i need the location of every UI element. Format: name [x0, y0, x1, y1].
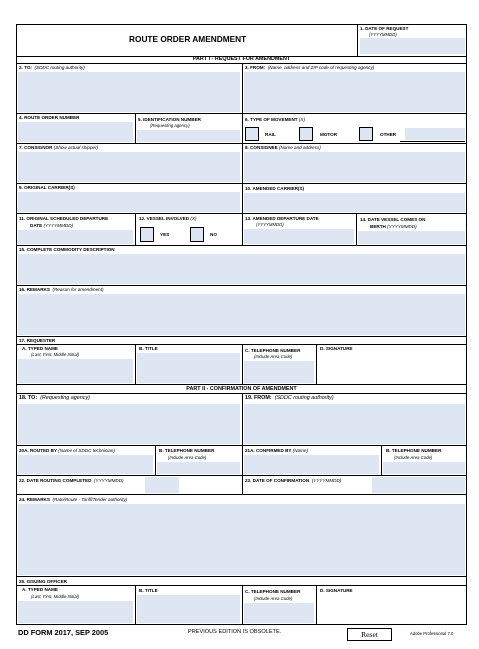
original-carriers-field[interactable]: [18, 192, 240, 212]
vessel-berth-label: 14. DATE VESSEL COMES ON: [360, 217, 426, 222]
from-authority-field[interactable]: [244, 404, 465, 444]
confirmed-by-label: 21A. CONFIRMED BY (Name): [245, 448, 308, 453]
requester-signature-label: D. SIGNATURE: [320, 346, 353, 351]
rate-remarks-label: 24. REMARKS (Rate/Route - Tariff/Tender authority): [19, 497, 128, 502]
motor-label: MOTOR: [320, 132, 338, 137]
route-order-number-field[interactable]: [18, 122, 133, 142]
requester-label: 17. REQUESTER: [19, 338, 56, 343]
identification-number-label: 5. IDENTIFICATION NUMBER: [138, 117, 201, 122]
routed-by-field[interactable]: [18, 455, 153, 474]
requester-typed-name-field[interactable]: [18, 359, 133, 383]
requester-phone-label: C. TELEPHONE NUMBER: [245, 348, 301, 353]
officer-typed-name-label: A. TYPED NAME: [22, 587, 58, 592]
date-of-request-field[interactable]: [360, 38, 465, 54]
requester-phone-field[interactable]: [244, 361, 314, 383]
requester-title-label: B. TITLE: [139, 346, 158, 351]
part1-header: PART I - REQUEST FOR AMENDMENT: [192, 56, 291, 62]
from-field[interactable]: [244, 72, 465, 112]
officer-phone-field[interactable]: [244, 603, 314, 623]
date-routing-completed-field[interactable]: [145, 477, 179, 493]
remarks-label: 16. REMARKS (Reason for amendment): [19, 287, 104, 292]
vessel-berth-label-line2: BERTH (YYYYMMDD): [370, 224, 417, 229]
amended-departure-label: 13. AMENDED DEPARTURE DATE: [245, 216, 319, 221]
requester-typed-name-label: A. TYPED NAME: [22, 346, 58, 351]
amended-departure-sub: (YYYYMMDD): [256, 222, 284, 227]
consignor-label: 7. CONSIGNOR (Show actual shipper): [19, 145, 99, 150]
part2-header: PART II - CONFIRMATION OF AMENDMENT: [186, 386, 297, 392]
vessel-berth-field[interactable]: [358, 231, 465, 244]
amended-carriers-field[interactable]: [244, 193, 465, 212]
other-label: OTHER: [380, 132, 397, 137]
vessel-involved-label: 12. VESSEL INVOLVED (X): [139, 216, 197, 221]
to-label: 2. TO: (SDDC routing authority): [19, 65, 85, 70]
route-order-number-label: 4. ROUTE ORDER NUMBER: [19, 115, 80, 120]
form-title: ROUTE ORDER AMENDMENT: [129, 34, 247, 44]
rail-label: RAIL: [265, 132, 276, 137]
routed-by-phone-sub: (Include Area Code): [168, 455, 207, 460]
routed-by-phone-label: B. TELEPHONE NUMBER: [159, 448, 215, 453]
officer-title-label: B. TITLE: [139, 588, 158, 593]
remarks-field[interactable]: [18, 294, 465, 335]
reset-button[interactable]: Reset: [347, 628, 392, 641]
vessel-yes-checkbox[interactable]: [140, 227, 154, 242]
commodity-description-label: 15. COMPLETE COMMODITY DESCRIPTION: [19, 247, 115, 252]
officer-phone-label: C. TELEPHONE NUMBER: [245, 589, 301, 594]
original-departure-label: 11. ORIGINAL SCHEDULED DEPARTURE: [19, 216, 109, 221]
confirmed-by-phone-sub: (Include Area Code): [394, 455, 433, 460]
amended-departure-field[interactable]: [244, 229, 354, 244]
confirmed-by-phone-field[interactable]: [383, 462, 465, 474]
requester-typed-name-sub: (Last, First, Middle Initial): [31, 352, 79, 357]
confirmed-by-field[interactable]: [244, 455, 379, 474]
officer-typed-name-field[interactable]: [18, 601, 133, 623]
routed-by-label: 20A. ROUTED BY (Name of SDDC technician): [19, 448, 115, 453]
requester-title-field[interactable]: [137, 353, 240, 383]
officer-phone-sub: (Include Area Code): [254, 596, 293, 601]
consignee-label: 8. CONSIGNEE (Name and address): [245, 145, 321, 150]
type-of-movement-label: 6. TYPE OF MOVEMENT (X): [245, 117, 305, 122]
identification-number-field[interactable]: [137, 130, 240, 142]
original-departure-field[interactable]: [18, 230, 133, 244]
from-label: 3. FROM: (Name, address and ZIP code of requesting agency): [245, 65, 375, 70]
rail-checkbox[interactable]: [245, 127, 259, 141]
officer-title-field[interactable]: [137, 595, 240, 623]
form-id: DD FORM 2017, SEP 2005: [18, 628, 109, 637]
other-checkbox[interactable]: [359, 127, 373, 141]
previous-edition-note: PREVIOUS EDITION IS OBSOLETE.: [188, 629, 282, 635]
consignor-field[interactable]: [18, 152, 240, 182]
date-of-request-label: 1. DATE OF REQUEST: [360, 26, 409, 31]
vessel-no-label: NO: [210, 232, 217, 237]
from-authority-label: 19. FROM: (SDDC routing authority): [245, 395, 334, 401]
date-routing-completed-label: 22. DATE ROUTING COMPLETED (YYYYMMDD): [19, 478, 124, 483]
to-agency-field[interactable]: [18, 404, 240, 444]
to-field[interactable]: [18, 72, 240, 112]
to-agency-label: 18. TO: (Requesting agency): [19, 395, 90, 401]
vessel-yes-label: YES: [160, 232, 170, 237]
date-of-request-sub: (YYYYMMDD): [369, 32, 397, 37]
identification-number-sub: (Requesting agency): [150, 123, 190, 128]
requester-phone-sub: (Include Area Code): [254, 354, 293, 359]
date-of-confirmation-field[interactable]: [372, 477, 465, 493]
officer-typed-name-sub: (Last, First, Middle Initial): [31, 594, 79, 599]
date-of-confirmation-label: 23. DATE OF CONFIRMATION (YYYYMMDD): [245, 478, 342, 483]
rate-remarks-field[interactable]: [18, 504, 465, 575]
issuing-officer-label: 25. ISSUING OFFICER: [19, 579, 67, 584]
officer-signature-label: D. SIGNATURE: [320, 588, 353, 593]
vessel-no-checkbox[interactable]: [190, 227, 204, 242]
confirmed-by-phone-label: B. TELEPHONE NUMBER: [386, 448, 442, 453]
original-carriers-label: 9. ORIGINAL CARRIER(S): [19, 185, 75, 190]
original-departure-label-line2: DATE (YYYYMMDD): [30, 223, 74, 228]
software-note: Adobe Professional 7.0: [410, 631, 454, 636]
routed-by-phone-field[interactable]: [157, 462, 240, 474]
consignee-field[interactable]: [244, 152, 465, 182]
other-movement-field[interactable]: [405, 128, 465, 140]
commodity-description-field[interactable]: [18, 254, 465, 284]
motor-checkbox[interactable]: [299, 127, 313, 141]
amended-carriers-label: 10. AMENDED CARRIER(S): [245, 186, 305, 191]
